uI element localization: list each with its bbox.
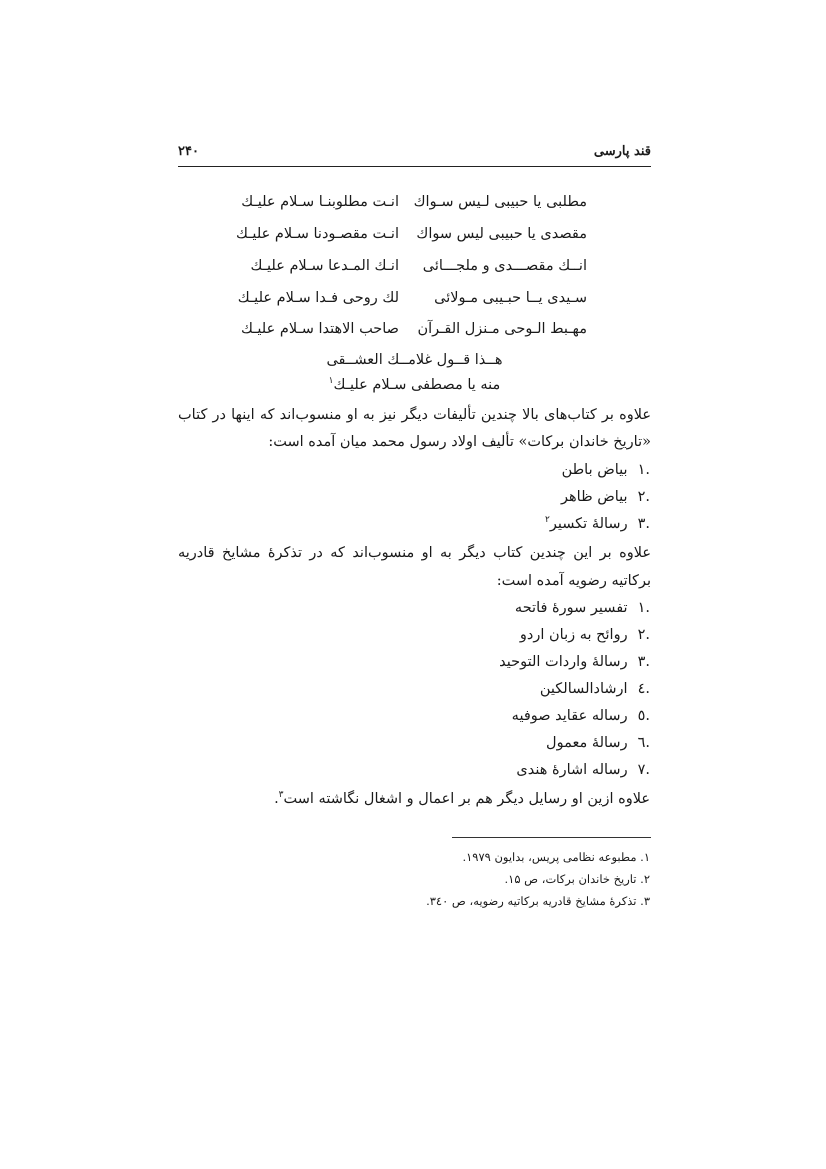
page-number: ۲۴۰ (178, 144, 199, 159)
list-number: .۱ (637, 600, 650, 616)
list-item (520, 627, 650, 643)
verse-hemistich-right: سـیدی یــا حبـیبی مـولائی (434, 290, 587, 306)
list-number: .٧ (637, 762, 650, 778)
paragraph-2-line-1: علاوه بر این چندین کتاب دیگر به او منسوب‌اند که در تذکرهٔ مشایخ قادریه (178, 545, 651, 561)
list-text: روائح به زبان اردو (519, 627, 628, 643)
footnote: ۲. تاریخ خاندان برکات، ص ۱۵. (504, 872, 650, 886)
list-number: .۱ (637, 462, 650, 478)
list-text: رسالهٔ واردات التوحید (499, 654, 628, 670)
list-text: رسالهٔ تکسیر (549, 516, 628, 532)
list-item (516, 762, 650, 778)
list-number: .٤ (637, 681, 650, 697)
verse-hemistich-left: لك روحی فـدا سـلام علیـك (237, 290, 399, 306)
verse-row (178, 226, 651, 252)
couplet-line-1: هــذا قــول غلامــك العشــقی (326, 352, 503, 368)
verse-row (178, 194, 651, 220)
list-number: .٥ (637, 708, 650, 724)
verse-hemistich-left: انـت مقصـودنا سـلام علیـك (235, 226, 399, 242)
paragraph-1-line-2: «تاریخ خاندان برکات» تألیف اولاد رسول محمد میان آمده است: (268, 434, 651, 450)
list-text: تفسیر سورهٔ فاتحه (514, 600, 628, 616)
footnote: ۳. تذکرهٔ مشایخ قادریه برکاتیه رضویه، ص ۳٤۰. (426, 894, 650, 908)
list-item (545, 516, 650, 532)
closing-sentence (274, 791, 650, 807)
list-item (499, 654, 650, 670)
footnote: ۱. مطبوعه نظامی پریس، بدایون ۱۹۷۹. (462, 850, 650, 864)
verse-hemistich-right: مهـبط الـوحی مـنزل القـرآن (417, 321, 587, 337)
list-text: رسالهٔ معمول (546, 735, 628, 751)
footnote-divider (452, 837, 651, 838)
couplet-line-2-text: منه یا مصطفی سـلام علیـك (333, 377, 501, 393)
footnote-ref[interactable]: ۲ (545, 515, 550, 526)
running-title: قند پارسی (593, 144, 651, 159)
list-text: رساله عقاید صوفیه (511, 708, 628, 724)
paragraph-1-line-1: علاوه بر کتاب‌های بالا چندین تألیفات دیگر نیز به او منسوب‌اند که اینها در کتاب (178, 407, 651, 423)
footnote-ref[interactable]: ۱ (328, 376, 334, 387)
list-text: رساله اشارهٔ هندی (516, 762, 628, 778)
list-number: .٦ (637, 735, 650, 751)
paragraph-2-line-2: برکاتیه رضویه آمده است: (496, 573, 651, 589)
list-item (512, 708, 650, 724)
list-number: .۲ (637, 627, 650, 643)
verse-hemistich-right: مقصدی یا حبیبی لیس سواك (416, 226, 587, 242)
list-item (562, 462, 650, 478)
verse-row (178, 290, 651, 316)
verse-row (178, 258, 651, 284)
list-item (561, 489, 650, 505)
list-text: ارشادالسالکین (539, 681, 628, 697)
verse-hemistich-right: مطلبی یا حبیبی لـیس سـواك (413, 194, 587, 210)
running-header (178, 144, 651, 167)
closing-period: . (274, 791, 279, 807)
verse-hemistich-left: انـت مطلوبنـا سـلام علیـك (241, 194, 399, 210)
list-number: .۳ (637, 654, 650, 670)
list-text: بیاض باطن (561, 462, 628, 478)
couplet-line-2 (178, 377, 651, 393)
footnote-ref[interactable]: ۳ (278, 790, 284, 801)
list-number: .۳ (637, 516, 650, 532)
closing-text: علاوه ازین او رسایل دیگر هم بر اعمال و اشغال نگاشته است (283, 791, 650, 807)
verse-hemistich-left: صاحب الاهتدا سـلام علیـك (240, 321, 399, 337)
list-text: بیاض ظاهر (561, 489, 628, 505)
list-item (515, 600, 650, 616)
list-item (546, 735, 650, 751)
verse-hemistich-left: انـك المـدعا سـلام علیـك (250, 258, 399, 274)
verse-hemistich-right: انــك مقصـــدی و ملجـــائی (422, 258, 587, 274)
list-number: .۲ (637, 489, 650, 505)
verse-row (178, 321, 651, 347)
list-item (540, 681, 650, 697)
